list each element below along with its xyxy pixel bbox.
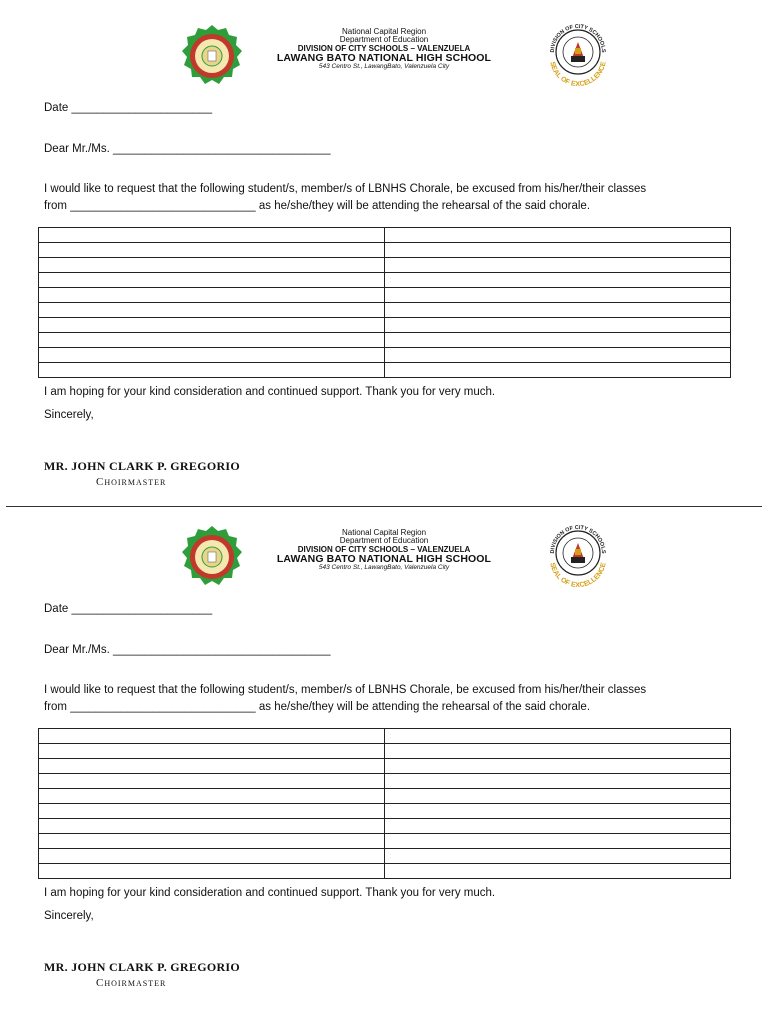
table-row xyxy=(39,258,731,273)
table-row xyxy=(39,819,731,834)
department-label: Department of Education xyxy=(339,536,429,546)
table-cell[interactable] xyxy=(39,834,385,849)
table-cell[interactable] xyxy=(39,348,385,363)
division-label: DIVISION OF CITY SCHOOLS – VALENZUELA xyxy=(297,544,471,554)
table-cell[interactable] xyxy=(39,819,385,834)
table-row xyxy=(39,759,731,774)
table-cell[interactable] xyxy=(385,228,731,243)
table-row xyxy=(39,804,731,819)
table-cell[interactable] xyxy=(39,228,385,243)
table-row xyxy=(39,744,731,759)
table-cell[interactable] xyxy=(39,744,385,759)
table-row xyxy=(39,273,731,288)
table-row xyxy=(39,303,731,318)
table-cell[interactable] xyxy=(39,243,385,258)
svg-text:SEAL OF EXCELLENCE: SEAL OF EXCELLENCE xyxy=(548,562,608,590)
table-cell[interactable] xyxy=(385,258,731,273)
date-line: Date ______________________ xyxy=(44,603,213,615)
date-line: Date ______________________ xyxy=(44,102,213,114)
table-cell[interactable] xyxy=(39,288,385,303)
letterhead-text xyxy=(254,529,514,572)
table-cell[interactable] xyxy=(39,729,385,744)
table-cell[interactable] xyxy=(385,849,731,864)
table-cell[interactable] xyxy=(39,849,385,864)
table-cell[interactable] xyxy=(385,348,731,363)
signatory-name: MR. JOHN CLARK P. GREGORIO xyxy=(44,459,241,473)
table-cell[interactable] xyxy=(385,363,731,378)
table-cell[interactable] xyxy=(39,333,385,348)
table-cell[interactable] xyxy=(385,243,731,258)
closing-line: I am hoping for your kind consideration and continued support. Thank you for very much. xyxy=(44,887,496,899)
table-row xyxy=(39,288,731,303)
seal-of-excellence-logo xyxy=(542,519,614,591)
request-paragraph xyxy=(44,682,734,716)
request-line-2: from _____________________________ as he/she/they will be attending the rehearsal of the said chorale. xyxy=(44,200,591,212)
table-row xyxy=(39,849,731,864)
letterhead xyxy=(0,18,768,88)
region-label: National Capital Region xyxy=(341,528,427,537)
school-seal-logo xyxy=(180,525,244,589)
table-cell[interactable] xyxy=(385,744,731,759)
table-cell[interactable] xyxy=(39,774,385,789)
table-cell[interactable] xyxy=(39,318,385,333)
table-cell[interactable] xyxy=(385,834,731,849)
table-cell[interactable] xyxy=(385,273,731,288)
table-row xyxy=(39,228,731,243)
table-cell[interactable] xyxy=(385,759,731,774)
closing-line: I am hoping for your kind consideration and continued support. Thank you for very much. xyxy=(44,386,496,398)
table-cell[interactable] xyxy=(39,258,385,273)
table-row xyxy=(39,729,731,744)
svg-text:DIVISION OF CITY SCHOOLS: DIVISION OF CITY SCHOOLS xyxy=(549,23,607,53)
seal-of-excellence-logo xyxy=(542,18,614,90)
table-cell[interactable] xyxy=(39,303,385,318)
table-cell[interactable] xyxy=(385,729,731,744)
request-line-1: I would like to request that the following student/s, member/s of LBNHS Chorale, be excused from his/her/their classes xyxy=(44,684,647,696)
request-line-1: I would like to request that the following student/s, member/s of LBNHS Chorale, be excused from his/her/their classes xyxy=(44,183,647,195)
table-cell[interactable] xyxy=(385,864,731,879)
school-address: 543 Centro St., LawangBato, Valenzuela City xyxy=(318,63,450,71)
department-label: Department of Education xyxy=(339,35,429,45)
school-address: 543 Centro St., LawangBato, Valenzuela City xyxy=(318,564,450,572)
table-cell[interactable] xyxy=(385,789,731,804)
table-cell[interactable] xyxy=(385,804,731,819)
table-cell[interactable] xyxy=(39,789,385,804)
table-row xyxy=(39,789,731,804)
salutation-line: Dear Mr./Ms. __________________________________ xyxy=(44,143,331,155)
table-cell[interactable] xyxy=(385,819,731,834)
division-label: DIVISION OF CITY SCHOOLS – VALENZUELA xyxy=(297,43,471,53)
table-cell[interactable] xyxy=(385,303,731,318)
school-seal-logo xyxy=(180,24,244,88)
table-row xyxy=(39,363,731,378)
table-row xyxy=(39,774,731,789)
table-row xyxy=(39,864,731,879)
table-cell[interactable] xyxy=(39,273,385,288)
signatory-title: Choirmaster xyxy=(96,476,167,488)
students-table xyxy=(38,227,731,378)
table-cell[interactable] xyxy=(385,774,731,789)
table-cell[interactable] xyxy=(385,318,731,333)
table-cell[interactable] xyxy=(39,804,385,819)
table-row xyxy=(39,834,731,849)
sincerely-label: Sincerely, xyxy=(44,910,94,922)
letterhead-text xyxy=(254,28,514,71)
table-cell[interactable] xyxy=(39,864,385,879)
request-line-2: from _____________________________ as he/she/they will be attending the rehearsal of the said chorale. xyxy=(44,701,591,713)
svg-text:SEAL OF EXCELLENCE: SEAL OF EXCELLENCE xyxy=(548,61,608,89)
table-row xyxy=(39,318,731,333)
school-name: LAWANG BATO NATIONAL HIGH SCHOOL xyxy=(276,52,492,65)
svg-text:DIVISION OF CITY SCHOOLS: DIVISION OF CITY SCHOOLS xyxy=(549,524,607,554)
letter-copy-top xyxy=(0,0,768,500)
request-paragraph xyxy=(44,181,734,215)
sincerely-label: Sincerely, xyxy=(44,409,94,421)
table-cell[interactable] xyxy=(385,288,731,303)
region-label: National Capital Region xyxy=(341,27,427,36)
table-row xyxy=(39,348,731,363)
salutation-line: Dear Mr./Ms. __________________________________ xyxy=(44,644,331,656)
students-table xyxy=(38,728,731,879)
signatory-name: MR. JOHN CLARK P. GREGORIO xyxy=(44,960,241,974)
table-row xyxy=(39,333,731,348)
signatory-title: Choirmaster xyxy=(96,977,167,989)
letterhead xyxy=(0,519,768,589)
table-row xyxy=(39,243,731,258)
table-cell[interactable] xyxy=(385,333,731,348)
table-cell[interactable] xyxy=(39,759,385,774)
table-cell[interactable] xyxy=(39,363,385,378)
letter-copy-bottom xyxy=(0,501,768,1001)
school-name: LAWANG BATO NATIONAL HIGH SCHOOL xyxy=(276,553,492,566)
